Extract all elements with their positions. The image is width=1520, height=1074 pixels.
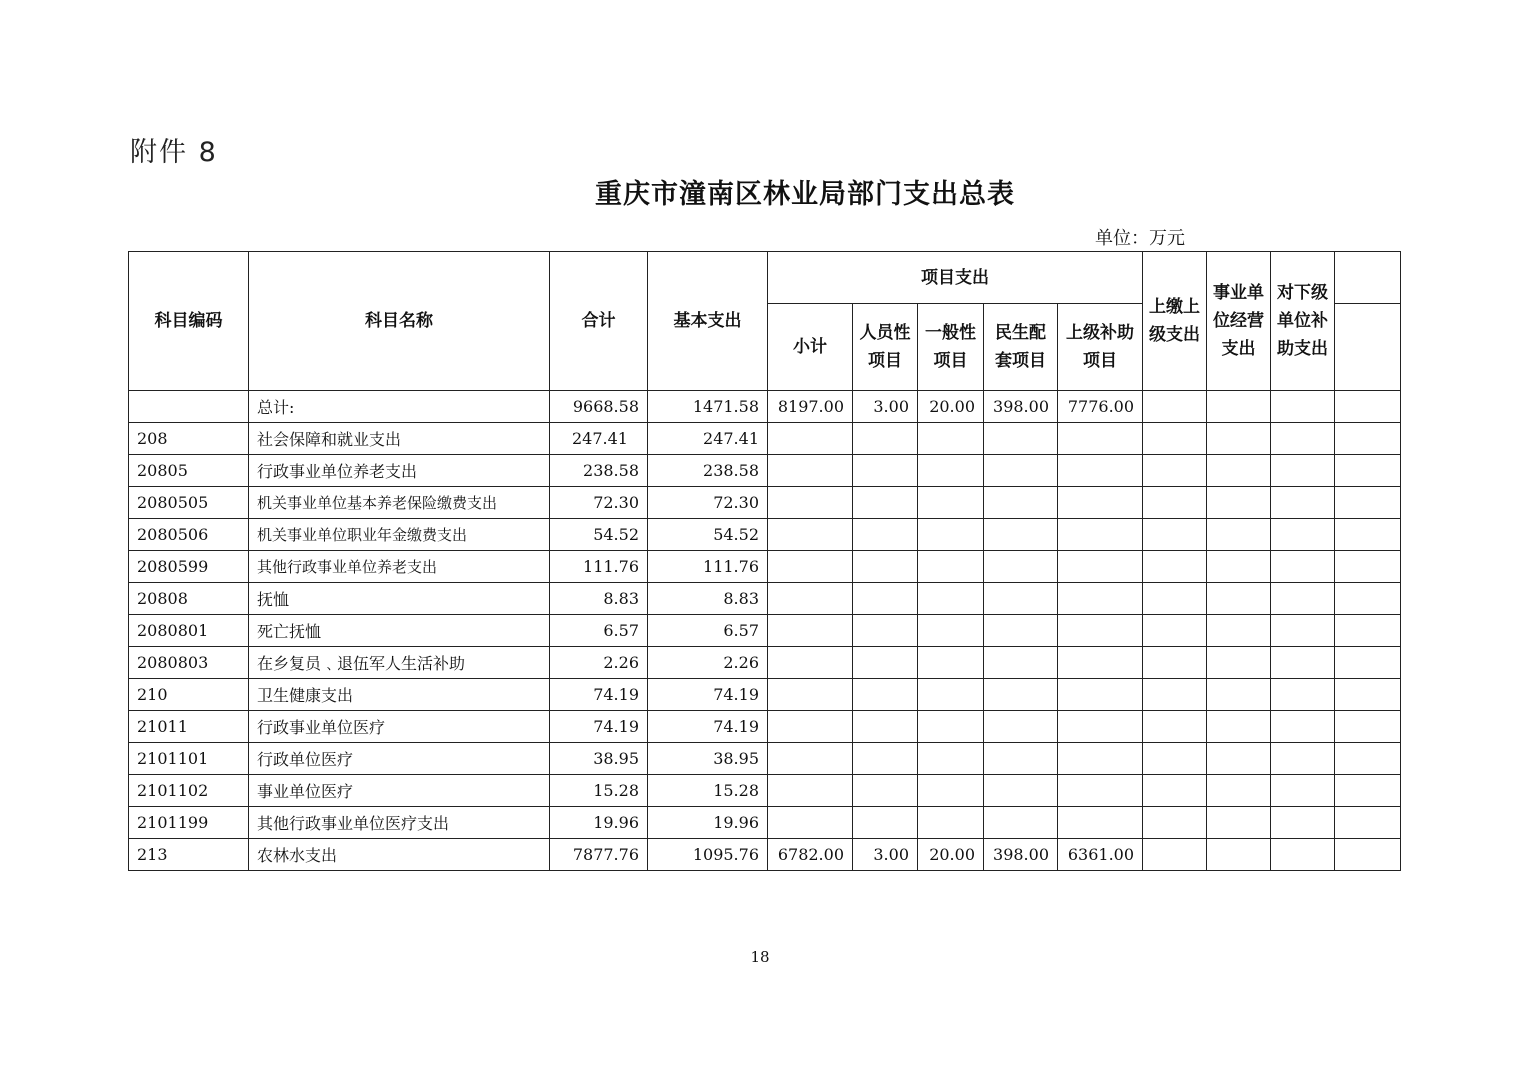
cell-personnel — [853, 711, 918, 743]
table-row — [129, 679, 1401, 711]
cell-personnel: 3.00 — [853, 839, 918, 871]
cell-basic: 74.19 — [648, 679, 768, 711]
cell-general: 20.00 — [918, 839, 984, 871]
cell-extra — [1335, 839, 1401, 871]
header-business: 事业单位经营支出 — [1207, 252, 1271, 391]
cell-total: 238.58 — [550, 455, 648, 487]
table-row — [129, 615, 1401, 647]
cell-name: 其他行政事业单位医疗支出 — [249, 807, 550, 839]
cell-general — [918, 583, 984, 615]
cell-total: 74.19 — [550, 711, 648, 743]
header-total: 合计 — [550, 252, 648, 391]
cell-name: 机关事业单位基本养老保险缴费支出 — [249, 487, 550, 519]
attachment-label: 附件 8 — [130, 137, 218, 168]
cell-subtotal — [768, 519, 853, 551]
cell-livelihood — [984, 711, 1058, 743]
cell-extra — [1335, 583, 1401, 615]
cell-subordinate — [1271, 551, 1335, 583]
cell-basic: 2.26 — [648, 647, 768, 679]
cell-total: 6.57 — [550, 615, 648, 647]
cell-subordinate — [1271, 679, 1335, 711]
cell-personnel — [853, 647, 918, 679]
cell-superior-subsidy: 6361.00 — [1058, 839, 1143, 871]
table-row — [129, 423, 1401, 455]
cell-subordinate — [1271, 455, 1335, 487]
cell-business — [1207, 807, 1271, 839]
cell-personnel — [853, 775, 918, 807]
cell-business — [1207, 839, 1271, 871]
cell-code — [129, 391, 249, 423]
cell-subtotal — [768, 455, 853, 487]
cell-extra — [1335, 807, 1401, 839]
cell-business — [1207, 743, 1271, 775]
cell-livelihood — [984, 583, 1058, 615]
cell-total: 15.28 — [550, 775, 648, 807]
cell-livelihood — [984, 487, 1058, 519]
cell-business — [1207, 391, 1271, 423]
cell-basic: 38.95 — [648, 743, 768, 775]
page-number: 18 — [750, 948, 770, 966]
cell-name: 机关事业单位职业年金缴费支出 — [249, 519, 550, 551]
cell-superior-subsidy — [1058, 743, 1143, 775]
cell-general — [918, 775, 984, 807]
cell-superior-subsidy — [1058, 455, 1143, 487]
cell-subordinate — [1271, 711, 1335, 743]
cell-code: 2080599 — [129, 551, 249, 583]
cell-name: 农林水支出 — [249, 839, 550, 871]
cell-general — [918, 455, 984, 487]
cell-business — [1207, 423, 1271, 455]
cell-general — [918, 711, 984, 743]
cell-superior-subsidy — [1058, 423, 1143, 455]
table-row — [129, 519, 1401, 551]
cell-personnel — [853, 743, 918, 775]
cell-code: 213 — [129, 839, 249, 871]
cell-total: 19.96 — [550, 807, 648, 839]
cell-name: 其他行政事业单位养老支出 — [249, 551, 550, 583]
cell-name: 卫生健康支出 — [249, 679, 550, 711]
cell-subtotal: 8197.00 — [768, 391, 853, 423]
cell-livelihood — [984, 423, 1058, 455]
cell-livelihood — [984, 775, 1058, 807]
cell-superior-subsidy — [1058, 711, 1143, 743]
cell-personnel — [853, 583, 918, 615]
cell-personnel — [853, 615, 918, 647]
cell-livelihood — [984, 743, 1058, 775]
cell-extra — [1335, 647, 1401, 679]
cell-total: 247.41 — [550, 423, 648, 455]
cell-livelihood: 398.00 — [984, 839, 1058, 871]
table-row — [129, 583, 1401, 615]
cell-subordinate — [1271, 583, 1335, 615]
cell-subordinate — [1271, 807, 1335, 839]
cell-code: 2080506 — [129, 519, 249, 551]
cell-personnel — [853, 519, 918, 551]
table-row — [129, 647, 1401, 679]
cell-remit — [1143, 519, 1207, 551]
cell-subtotal: 6782.00 — [768, 839, 853, 871]
cell-subordinate — [1271, 615, 1335, 647]
cell-name: 总计: — [249, 391, 550, 423]
cell-code: 2080505 — [129, 487, 249, 519]
cell-subtotal — [768, 743, 853, 775]
cell-remit — [1143, 423, 1207, 455]
cell-total: 9668.58 — [550, 391, 648, 423]
cell-remit — [1143, 583, 1207, 615]
cell-basic: 1471.58 — [648, 391, 768, 423]
cell-superior-subsidy: 7776.00 — [1058, 391, 1143, 423]
cell-business — [1207, 455, 1271, 487]
cell-livelihood — [984, 807, 1058, 839]
cell-extra — [1335, 711, 1401, 743]
cell-extra — [1335, 743, 1401, 775]
header-general: 一般性项目 — [918, 304, 984, 391]
header-code: 科目编码 — [129, 252, 249, 391]
cell-subtotal — [768, 423, 853, 455]
expenditure-table — [128, 251, 1401, 871]
cell-remit — [1143, 615, 1207, 647]
cell-livelihood: 398.00 — [984, 391, 1058, 423]
cell-remit — [1143, 647, 1207, 679]
cell-total: 72.30 — [550, 487, 648, 519]
cell-basic: 72.30 — [648, 487, 768, 519]
cell-business — [1207, 519, 1271, 551]
cell-remit — [1143, 551, 1207, 583]
cell-total: 7877.76 — [550, 839, 648, 871]
cell-personnel — [853, 487, 918, 519]
cell-subordinate — [1271, 839, 1335, 871]
cell-remit — [1143, 391, 1207, 423]
cell-superior-subsidy — [1058, 487, 1143, 519]
cell-general — [918, 487, 984, 519]
table-row — [129, 551, 1401, 583]
cell-name: 行政事业单位医疗 — [249, 711, 550, 743]
header-name: 科目名称 — [249, 252, 550, 391]
cell-subtotal — [768, 679, 853, 711]
cell-superior-subsidy — [1058, 679, 1143, 711]
header-superior-subsidy: 上级补助项目 — [1058, 304, 1143, 391]
cell-superior-subsidy — [1058, 551, 1143, 583]
cell-subordinate — [1271, 775, 1335, 807]
cell-remit — [1143, 807, 1207, 839]
cell-extra — [1335, 455, 1401, 487]
table-row — [129, 487, 1401, 519]
cell-subordinate — [1271, 423, 1335, 455]
cell-business — [1207, 679, 1271, 711]
header-subtotal: 小计 — [768, 304, 853, 391]
header-extra — [1335, 252, 1401, 304]
cell-basic: 6.57 — [648, 615, 768, 647]
cell-remit — [1143, 711, 1207, 743]
cell-superior-subsidy — [1058, 519, 1143, 551]
cell-name: 行政单位医疗 — [249, 743, 550, 775]
cell-subtotal — [768, 711, 853, 743]
cell-subtotal — [768, 487, 853, 519]
cell-code: 21011 — [129, 711, 249, 743]
table-row — [129, 391, 1401, 423]
cell-general — [918, 647, 984, 679]
cell-livelihood — [984, 551, 1058, 583]
header-livelihood: 民生配套项目 — [984, 304, 1058, 391]
cell-extra — [1335, 679, 1401, 711]
cell-general — [918, 519, 984, 551]
cell-superior-subsidy — [1058, 615, 1143, 647]
cell-extra — [1335, 775, 1401, 807]
cell-remit — [1143, 743, 1207, 775]
cell-general — [918, 615, 984, 647]
cell-business — [1207, 615, 1271, 647]
cell-name: 社会保障和就业支出 — [249, 423, 550, 455]
unit-label: 单位：万元 — [1095, 228, 1185, 249]
cell-total: 8.83 — [550, 583, 648, 615]
cell-code: 2101101 — [129, 743, 249, 775]
header-subordinate: 对下级单位补助支出 — [1271, 252, 1335, 391]
cell-general — [918, 743, 984, 775]
cell-superior-subsidy — [1058, 807, 1143, 839]
cell-code: 2101199 — [129, 807, 249, 839]
cell-extra — [1335, 551, 1401, 583]
cell-business — [1207, 583, 1271, 615]
cell-subtotal — [768, 551, 853, 583]
cell-remit — [1143, 679, 1207, 711]
cell-extra — [1335, 423, 1401, 455]
cell-subordinate — [1271, 487, 1335, 519]
table-row — [129, 455, 1401, 487]
cell-total: 2.26 — [550, 647, 648, 679]
cell-code: 210 — [129, 679, 249, 711]
cell-business — [1207, 711, 1271, 743]
cell-extra — [1335, 615, 1401, 647]
cell-code: 208 — [129, 423, 249, 455]
cell-code: 20808 — [129, 583, 249, 615]
cell-subordinate — [1271, 391, 1335, 423]
cell-superior-subsidy — [1058, 647, 1143, 679]
cell-name: 抚恤 — [249, 583, 550, 615]
cell-subordinate — [1271, 743, 1335, 775]
cell-remit — [1143, 487, 1207, 519]
cell-extra — [1335, 391, 1401, 423]
cell-subtotal — [768, 807, 853, 839]
cell-extra — [1335, 519, 1401, 551]
cell-personnel — [853, 455, 918, 487]
cell-basic: 247.41 — [648, 423, 768, 455]
cell-code: 20805 — [129, 455, 249, 487]
cell-subtotal — [768, 583, 853, 615]
table-row — [129, 807, 1401, 839]
cell-code: 2080801 — [129, 615, 249, 647]
cell-extra — [1335, 487, 1401, 519]
cell-basic: 238.58 — [648, 455, 768, 487]
cell-business — [1207, 775, 1271, 807]
cell-code: 2080803 — [129, 647, 249, 679]
cell-business — [1207, 487, 1271, 519]
cell-personnel — [853, 807, 918, 839]
table-row — [129, 839, 1401, 871]
cell-total: 38.95 — [550, 743, 648, 775]
cell-livelihood — [984, 519, 1058, 551]
cell-basic: 111.76 — [648, 551, 768, 583]
cell-total: 111.76 — [550, 551, 648, 583]
cell-name: 行政事业单位养老支出 — [249, 455, 550, 487]
cell-personnel: 3.00 — [853, 391, 918, 423]
table-row — [129, 743, 1401, 775]
cell-basic: 74.19 — [648, 711, 768, 743]
cell-subtotal — [768, 647, 853, 679]
cell-general: 20.00 — [918, 391, 984, 423]
cell-basic: 19.96 — [648, 807, 768, 839]
cell-general — [918, 423, 984, 455]
cell-name: 事业单位医疗 — [249, 775, 550, 807]
header-remit: 上缴上级支出 — [1143, 252, 1207, 391]
cell-general — [918, 551, 984, 583]
page-title: 重庆市潼南区林业局部门支出总表 — [595, 179, 1015, 210]
cell-livelihood — [984, 647, 1058, 679]
cell-basic: 1095.76 — [648, 839, 768, 871]
cell-livelihood — [984, 615, 1058, 647]
cell-personnel — [853, 551, 918, 583]
cell-total: 74.19 — [550, 679, 648, 711]
cell-remit — [1143, 775, 1207, 807]
cell-subtotal — [768, 615, 853, 647]
cell-remit — [1143, 839, 1207, 871]
cell-superior-subsidy — [1058, 583, 1143, 615]
cell-total: 54.52 — [550, 519, 648, 551]
cell-personnel — [853, 423, 918, 455]
header-project: 项目支出 — [768, 252, 1143, 304]
table-row — [129, 775, 1401, 807]
cell-personnel — [853, 679, 918, 711]
cell-basic: 54.52 — [648, 519, 768, 551]
cell-subordinate — [1271, 519, 1335, 551]
cell-superior-subsidy — [1058, 775, 1143, 807]
cell-business — [1207, 647, 1271, 679]
cell-name: 在乡复员﹑退伍军人生活补助 — [249, 647, 550, 679]
cell-subtotal — [768, 775, 853, 807]
cell-code: 2101102 — [129, 775, 249, 807]
header-extra-sub — [1335, 304, 1401, 391]
cell-livelihood — [984, 679, 1058, 711]
cell-remit — [1143, 455, 1207, 487]
cell-general — [918, 679, 984, 711]
cell-livelihood — [984, 455, 1058, 487]
cell-business — [1207, 551, 1271, 583]
cell-general — [918, 807, 984, 839]
cell-name: 死亡抚恤 — [249, 615, 550, 647]
header-basic: 基本支出 — [648, 252, 768, 391]
header-personnel: 人员性项目 — [853, 304, 918, 391]
table-row — [129, 711, 1401, 743]
cell-subordinate — [1271, 647, 1335, 679]
cell-basic: 8.83 — [648, 583, 768, 615]
cell-basic: 15.28 — [648, 775, 768, 807]
